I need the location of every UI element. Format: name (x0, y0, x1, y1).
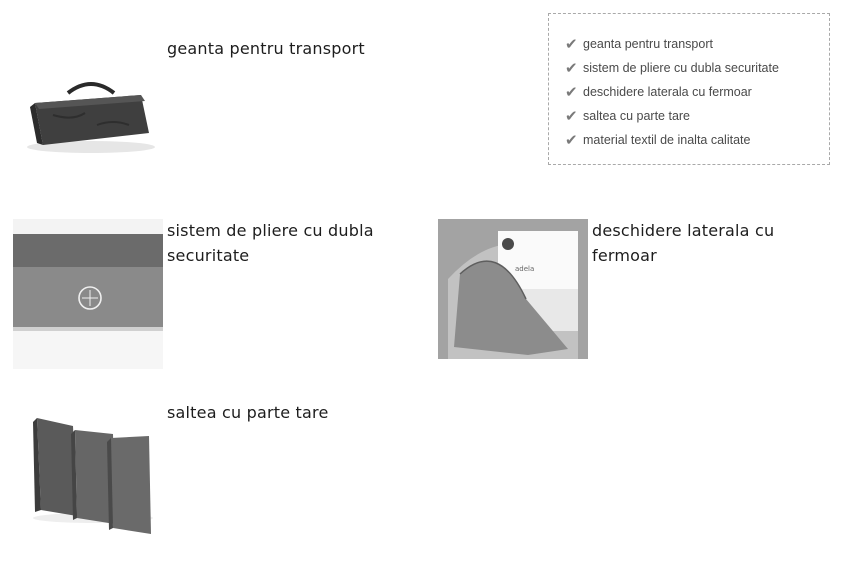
list-item-label: deschidere laterala cu fermoar (583, 85, 752, 99)
check-icon: ✔ (565, 132, 578, 149)
list-item (565, 56, 829, 80)
list-item (565, 32, 829, 56)
list-item-label: saltea cu parte tare (583, 109, 691, 123)
list-item-label: sistem de pliere cu dubla securitate (583, 61, 779, 75)
feature-title-zipper: deschidere laterala cu fermoar (592, 221, 775, 265)
list-item-label: material textil de inalta calitate (583, 133, 751, 147)
check-icon: ✔ (565, 60, 578, 77)
feature-title-folding: sistem de pliere cu dubla securitate (167, 221, 374, 265)
bag-image (13, 35, 163, 185)
check-icon: ✔ (565, 84, 578, 101)
feature-title-bag: geanta pentru transport (167, 39, 365, 58)
mattress-image (13, 400, 163, 550)
check-icon: ✔ (565, 108, 578, 125)
zipper-opening-image (438, 219, 588, 369)
summary-list (549, 14, 829, 152)
list-item (565, 80, 829, 104)
feature-title-mattress: saltea cu parte tare (167, 403, 329, 422)
brand-logo-text: adela (515, 265, 535, 273)
list-item (565, 128, 829, 152)
list-item-label: geanta pentru transport (583, 37, 713, 51)
list-item (565, 104, 829, 128)
check-icon: ✔ (565, 36, 578, 53)
folding-system-image (13, 219, 163, 369)
summary-box (548, 13, 830, 165)
